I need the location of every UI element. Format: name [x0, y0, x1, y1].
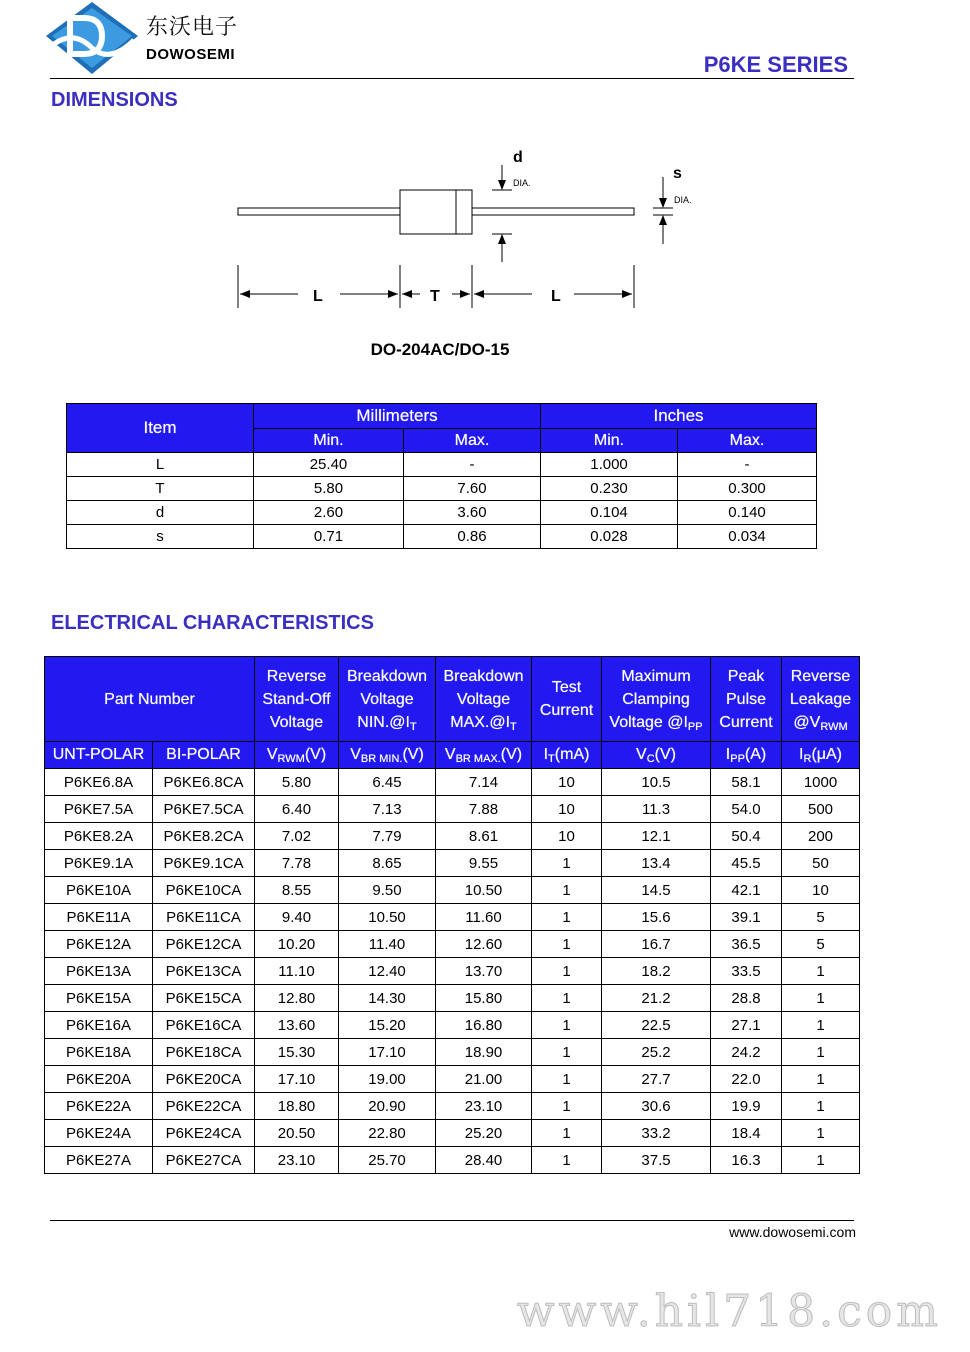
cell-bipolar-part: P6KE8.2CA: [153, 823, 255, 850]
cell-vrwm: 13.60: [255, 1012, 339, 1039]
cell-ipp: 27.1: [711, 1012, 782, 1039]
table-row: [45, 1066, 860, 1093]
cell-vc: 27.7: [602, 1066, 711, 1093]
cell-vc: 37.5: [602, 1147, 711, 1174]
cell-item: L: [67, 453, 254, 477]
dimensions-table-body: [67, 453, 817, 549]
header-breakdown-max: Breakdown Voltage $MAX.@I_T$: [436, 657, 532, 742]
cell-it: 10: [532, 796, 602, 823]
units-vbr-min: $V_{BR MIN.}(V)$: [339, 742, 436, 769]
cell-item: T: [67, 477, 254, 501]
cell-vbr-min: 15.20: [339, 1012, 436, 1039]
lead-right: [472, 208, 634, 215]
table-row: [67, 477, 817, 501]
cell-vbr-min: 8.65: [339, 850, 436, 877]
table-row: [45, 1147, 860, 1174]
header-divider: [50, 78, 854, 79]
package-name: DO-204AC/DO-15: [370, 340, 510, 359]
cell-vbr-min: 22.80: [339, 1120, 436, 1147]
electrical-table: [44, 656, 860, 1174]
cell-in-min: 0.104: [541, 501, 678, 525]
cell-vbr-min: 11.40: [339, 931, 436, 958]
cell-in-min: 0.230: [541, 477, 678, 501]
cell-vbr-max: 15.80: [436, 985, 532, 1012]
cell-bipolar-part: P6KE6.8CA: [153, 769, 255, 796]
cell-vbr-max: 28.40: [436, 1147, 532, 1174]
table-row: [67, 501, 817, 525]
table-row: [45, 769, 860, 796]
cell-vbr-max: 10.50: [436, 877, 532, 904]
table-row: [67, 525, 817, 549]
cell-unipolar-part: P6KE10A: [45, 877, 153, 904]
cell-vc: 13.4: [602, 850, 711, 877]
cell-vrwm: 7.78: [255, 850, 339, 877]
package-outline-drawing: [230, 140, 700, 320]
cell-vc: 14.5: [602, 877, 711, 904]
cell-in-max: 0.300: [678, 477, 817, 501]
cell-unipolar-part: P6KE13A: [45, 958, 153, 985]
cell-vbr-max: 21.00: [436, 1066, 532, 1093]
header-inches: Inches: [541, 404, 817, 429]
cell-ipp: 22.0: [711, 1066, 782, 1093]
header-standoff-voltage: Reverse Stand-Off Voltage: [255, 657, 339, 742]
cell-unipolar-part: P6KE18A: [45, 1039, 153, 1066]
diode-body: [400, 190, 472, 234]
units-vbr-max: $V_{BR MAX.}(V)$: [436, 742, 532, 769]
company-name: DOWOSEMI: [146, 46, 235, 63]
table-row: [45, 958, 860, 985]
table-row: [67, 453, 817, 477]
header-clamping-voltage: Maximum Clamping Voltage $@I_{PP}$: [602, 657, 711, 742]
cell-bipolar-part: P6KE22CA: [153, 1093, 255, 1120]
cell-ipp: 50.4: [711, 823, 782, 850]
cell-vbr-max: 9.55: [436, 850, 532, 877]
header-test-current: Test Current: [532, 657, 602, 742]
cell-unipolar-part: P6KE20A: [45, 1066, 153, 1093]
cell-vbr-max: 7.14: [436, 769, 532, 796]
cell-ir: 5: [782, 904, 860, 931]
table-row: [45, 1039, 860, 1066]
cell-bipolar-part: P6KE15CA: [153, 985, 255, 1012]
cell-vbr-min: 10.50: [339, 904, 436, 931]
package-name-wrap: [0, 340, 970, 360]
cell-ipp: 19.9: [711, 1093, 782, 1120]
cell-vbr-min: 7.13: [339, 796, 436, 823]
cell-ipp: 54.0: [711, 796, 782, 823]
cell-mm-max: 3.60: [404, 501, 541, 525]
cell-vbr-max: 16.80: [436, 1012, 532, 1039]
cell-vbr-max: 13.70: [436, 958, 532, 985]
cell-it: 10: [532, 769, 602, 796]
cell-mm-min: 25.40: [254, 453, 404, 477]
cell-vc: 22.5: [602, 1012, 711, 1039]
label-L-right: L: [551, 288, 561, 305]
watermark: www.hil718.com: [516, 1286, 942, 1337]
cell-mm-min: 0.71: [254, 525, 404, 549]
cell-ir: 1: [782, 1093, 860, 1120]
units-vc: $V_C(V)$: [602, 742, 711, 769]
table-row: [45, 1012, 860, 1039]
cell-vbr-min: 12.40: [339, 958, 436, 985]
cell-it: 1: [532, 877, 602, 904]
cell-ir: 200: [782, 823, 860, 850]
cell-vc: 15.6: [602, 904, 711, 931]
cell-unipolar-part: P6KE16A: [45, 1012, 153, 1039]
cell-vc: 16.7: [602, 931, 711, 958]
cell-bipolar-part: P6KE13CA: [153, 958, 255, 985]
header-item: Item: [67, 404, 254, 453]
table-row: [45, 796, 860, 823]
cell-ipp: 36.5: [711, 931, 782, 958]
table-row: [45, 877, 860, 904]
cell-mm-max: -: [404, 453, 541, 477]
cell-vrwm: 20.50: [255, 1120, 339, 1147]
cell-bipolar-part: P6KE7.5CA: [153, 796, 255, 823]
cell-mm-min: 5.80: [254, 477, 404, 501]
label-d: d: [513, 149, 523, 166]
cell-ir: 1: [782, 1120, 860, 1147]
cell-in-max: 0.140: [678, 501, 817, 525]
cell-ir: 1: [782, 1066, 860, 1093]
header-mm-max: Max.: [404, 429, 541, 453]
table-row: [45, 850, 860, 877]
cell-vbr-min: 17.10: [339, 1039, 436, 1066]
cell-ir: 10: [782, 877, 860, 904]
header-reverse-leakage: Reverse Leakage $@V_{RWM}$: [782, 657, 860, 742]
cell-item: d: [67, 501, 254, 525]
cell-unipolar-part: P6KE22A: [45, 1093, 153, 1120]
company-name-chinese: 东沃电子: [146, 15, 239, 40]
cell-vbr-max: 11.60: [436, 904, 532, 931]
cell-ir: 1: [782, 985, 860, 1012]
cell-unipolar-part: P6KE24A: [45, 1120, 153, 1147]
electrical-heading: ELECTRICAL CHARACTERISTICS: [51, 612, 374, 634]
electrical-table-body: [45, 769, 860, 1174]
table-row: [45, 823, 860, 850]
label-d-dia: DIA.: [513, 178, 531, 188]
cell-item: s: [67, 525, 254, 549]
cell-unipolar-part: P6KE12A: [45, 931, 153, 958]
cell-unipolar-part: P6KE27A: [45, 1147, 153, 1174]
cell-it: 1: [532, 1012, 602, 1039]
cell-ir: 500: [782, 796, 860, 823]
cell-vc: 25.2: [602, 1039, 711, 1066]
cell-vrwm: 12.80: [255, 985, 339, 1012]
header-millimeters: Millimeters: [254, 404, 541, 429]
cell-unipolar-part: P6KE15A: [45, 985, 153, 1012]
header-part-number: Part Number: [45, 657, 255, 742]
cell-vrwm: 11.10: [255, 958, 339, 985]
cell-bipolar-part: P6KE10CA: [153, 877, 255, 904]
cell-ipp: 42.1: [711, 877, 782, 904]
cell-ipp: 58.1: [711, 769, 782, 796]
table-row: [45, 1120, 860, 1147]
cell-ir: 5: [782, 931, 860, 958]
units-ir: $I_R(\mu A)$: [782, 742, 860, 769]
cell-vrwm: 10.20: [255, 931, 339, 958]
table-row: [45, 931, 860, 958]
dimensions-table: [66, 403, 817, 549]
series-title: P6KE SERIES: [703, 52, 848, 77]
cell-vc: 18.2: [602, 958, 711, 985]
units-unipolar: UNT-POLAR: [45, 742, 153, 769]
cell-vbr-min: 20.90: [339, 1093, 436, 1120]
website-link[interactable]: www.dowosemi.com: [729, 1224, 856, 1240]
cell-vbr-max: 7.88: [436, 796, 532, 823]
cell-in-max: 0.034: [678, 525, 817, 549]
cell-vrwm: 5.80: [255, 769, 339, 796]
header-mm-min: Min.: [254, 429, 404, 453]
cell-mm-min: 2.60: [254, 501, 404, 525]
cell-bipolar-part: P6KE20CA: [153, 1066, 255, 1093]
cell-it: 1: [532, 958, 602, 985]
cell-vrwm: 15.30: [255, 1039, 339, 1066]
cell-bipolar-part: P6KE11CA: [153, 904, 255, 931]
cell-unipolar-part: P6KE8.2A: [45, 823, 153, 850]
cell-it: 1: [532, 931, 602, 958]
cell-bipolar-part: P6KE9.1CA: [153, 850, 255, 877]
cell-bipolar-part: P6KE24CA: [153, 1120, 255, 1147]
cell-ir: 1: [782, 1039, 860, 1066]
cell-ipp: 18.4: [711, 1120, 782, 1147]
units-bipolar: BI-POLAR: [153, 742, 255, 769]
cell-vrwm: 17.10: [255, 1066, 339, 1093]
cell-vbr-min: 19.00: [339, 1066, 436, 1093]
cell-it: 10: [532, 823, 602, 850]
footer-divider: [50, 1220, 854, 1221]
cell-vrwm: 8.55: [255, 877, 339, 904]
cell-ipp: 33.5: [711, 958, 782, 985]
cell-vc: 12.1: [602, 823, 711, 850]
cell-vbr-max: 25.20: [436, 1120, 532, 1147]
lead-left: [238, 208, 400, 215]
header-in-min: Min.: [541, 429, 678, 453]
cell-it: 1: [532, 1066, 602, 1093]
cell-ipp: 28.8: [711, 985, 782, 1012]
cell-bipolar-part: P6KE18CA: [153, 1039, 255, 1066]
cell-mm-max: 7.60: [404, 477, 541, 501]
cell-vbr-min: 9.50: [339, 877, 436, 904]
cell-ir: 1: [782, 1147, 860, 1174]
cell-vbr-max: 18.90: [436, 1039, 532, 1066]
label-s-dia: DIA.: [674, 195, 692, 205]
cell-vc: 11.3: [602, 796, 711, 823]
cell-vbr-min: 6.45: [339, 769, 436, 796]
cell-mm-max: 0.86: [404, 525, 541, 549]
cell-ir: 50: [782, 850, 860, 877]
cell-it: 1: [532, 1093, 602, 1120]
cell-ir: 1: [782, 1012, 860, 1039]
cell-vbr-min: 7.79: [339, 823, 436, 850]
label-s: s: [673, 165, 682, 182]
cell-vbr-min: 25.70: [339, 1147, 436, 1174]
cell-in-min: 0.028: [541, 525, 678, 549]
cell-vc: 30.6: [602, 1093, 711, 1120]
cell-unipolar-part: P6KE7.5A: [45, 796, 153, 823]
cell-vrwm: 23.10: [255, 1147, 339, 1174]
cell-unipolar-part: P6KE6.8A: [45, 769, 153, 796]
cell-it: 1: [532, 985, 602, 1012]
cell-ipp: 39.1: [711, 904, 782, 931]
cell-vbr-max: 23.10: [436, 1093, 532, 1120]
units-ipp: $I_{PP}(A)$: [711, 742, 782, 769]
cell-vc: 33.2: [602, 1120, 711, 1147]
cell-in-min: 1.000: [541, 453, 678, 477]
cell-ipp: 16.3: [711, 1147, 782, 1174]
cell-ir: 1000: [782, 769, 860, 796]
units-vrwm: $V_{RWM}(V)$: [255, 742, 339, 769]
header-in-max: Max.: [678, 429, 817, 453]
cell-bipolar-part: P6KE12CA: [153, 931, 255, 958]
table-row: [45, 904, 860, 931]
label-L-left: L: [313, 288, 323, 305]
cell-it: 1: [532, 1147, 602, 1174]
header-breakdown-min: Breakdown Voltage $NIN.@I_T$: [339, 657, 436, 742]
cell-ipp: 45.5: [711, 850, 782, 877]
cell-vbr-max: 12.60: [436, 931, 532, 958]
cell-unipolar-part: P6KE9.1A: [45, 850, 153, 877]
cell-it: 1: [532, 1039, 602, 1066]
cell-bipolar-part: P6KE27CA: [153, 1147, 255, 1174]
dimensions-heading: DIMENSIONS: [51, 89, 178, 111]
cell-vrwm: 18.80: [255, 1093, 339, 1120]
units-it: $I_T(mA)$: [532, 742, 602, 769]
cell-ir: 1: [782, 958, 860, 985]
table-row: [45, 1093, 860, 1120]
cell-it: 1: [532, 850, 602, 877]
company-logo: [44, 0, 140, 76]
label-T: T: [430, 288, 440, 305]
header-peak-pulse-current: Peak Pulse Current: [711, 657, 782, 742]
cell-it: 1: [532, 1120, 602, 1147]
cell-vrwm: 6.40: [255, 796, 339, 823]
cell-vc: 10.5: [602, 769, 711, 796]
cell-vrwm: 9.40: [255, 904, 339, 931]
cell-it: 1: [532, 904, 602, 931]
cell-unipolar-part: P6KE11A: [45, 904, 153, 931]
cell-ipp: 24.2: [711, 1039, 782, 1066]
cell-vc: 21.2: [602, 985, 711, 1012]
cell-in-max: -: [678, 453, 817, 477]
cell-vbr-max: 8.61: [436, 823, 532, 850]
table-row: [45, 985, 860, 1012]
cell-vbr-min: 14.30: [339, 985, 436, 1012]
cell-bipolar-part: P6KE16CA: [153, 1012, 255, 1039]
cell-vrwm: 7.02: [255, 823, 339, 850]
